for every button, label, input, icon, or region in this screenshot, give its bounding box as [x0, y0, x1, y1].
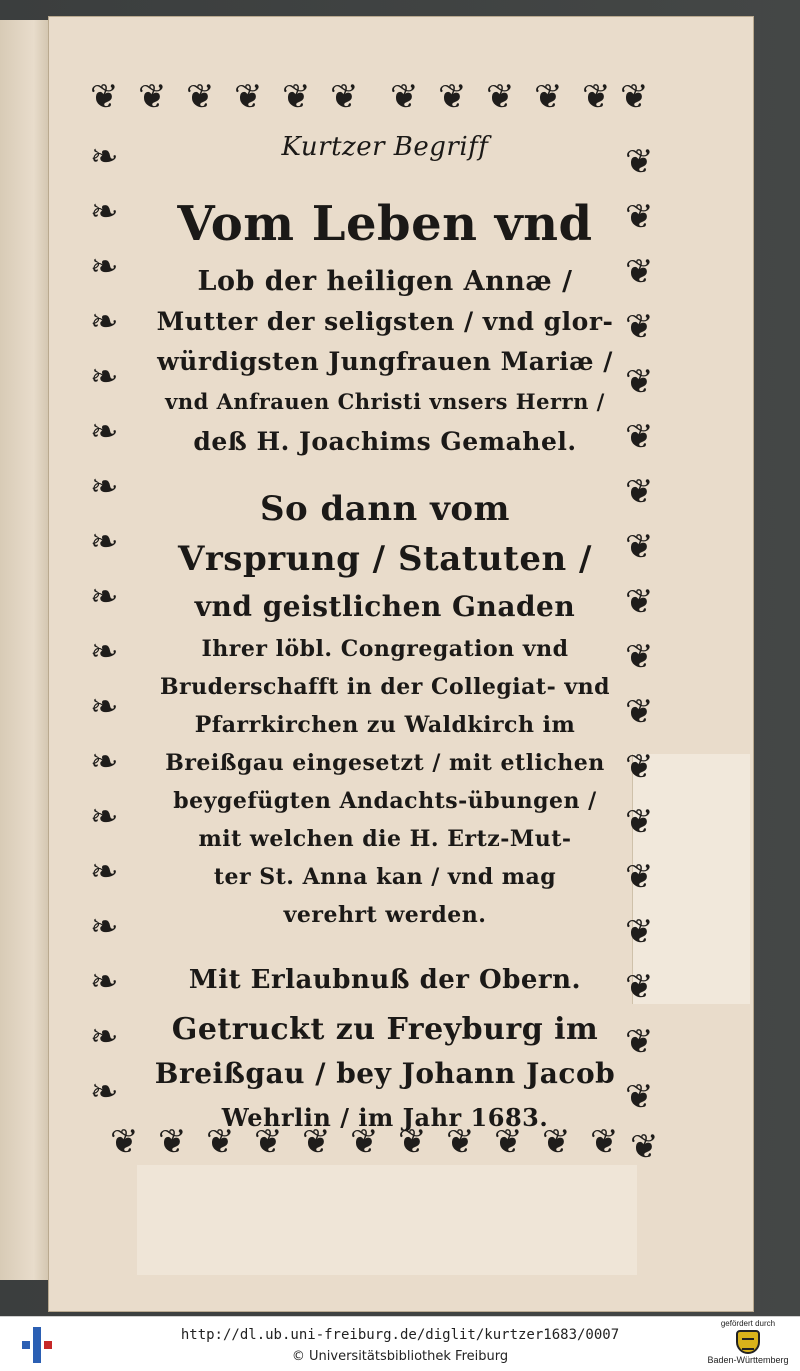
ornament-icon: ❦	[625, 472, 654, 512]
ornament-icon: ❦	[625, 692, 654, 732]
ornament-icon: ❦	[582, 77, 611, 117]
body-line: beygefügten Andachts-übungen /	[173, 788, 597, 814]
ornament-icon: ❦	[90, 77, 119, 117]
ornament-icon: ❦	[110, 1122, 139, 1162]
permalink-url[interactable]: http://dl.ub.uni-freiburg.de/diglit/kurtzer1683/0007	[180, 1327, 620, 1343]
ornament-icon: ❦	[625, 527, 654, 567]
ornament-icon: ❦	[630, 1127, 659, 1167]
ornament-icon: ❦	[625, 857, 654, 897]
ornament-icon: ❦	[234, 77, 263, 117]
ornament-icon: ❧	[90, 1017, 119, 1057]
body-line: ter St. Anna kan / vnd mag	[213, 864, 557, 890]
title-text-block	[150, 132, 620, 1140]
sponsor-caption: gefördert durch	[720, 1319, 776, 1328]
ornament-icon: ❦	[494, 1122, 523, 1162]
body-line: Pfarrkirchen zu Waldkirch im	[194, 712, 576, 738]
title-line-vrsprung: Vrsprung / Statuten /	[178, 539, 592, 579]
sponsor-badge	[700, 1319, 796, 1371]
ornament-icon: ❦	[254, 1122, 283, 1162]
ornament-icon: ❧	[90, 137, 119, 177]
ornament-icon: ❧	[90, 247, 119, 287]
title-line: Lob der heiligen Annæ /	[197, 266, 573, 297]
ornament-icon: ❦	[625, 802, 654, 842]
ornament-icon: ❧	[90, 852, 119, 892]
imprint-line: Breißgau / bey Johann Jacob	[154, 1057, 616, 1090]
ornament-icon: ❦	[625, 637, 654, 677]
ornament-icon: ❦	[625, 417, 654, 457]
permission-line: Mit Erlaubnuß der Obern.	[188, 965, 582, 995]
ornament-icon: ❧	[90, 192, 119, 232]
title-line: vnd geistlichen Gnaden	[194, 590, 576, 623]
title-line: deß H. Joachims Gemahel.	[193, 427, 577, 456]
ornament-icon: ❦	[625, 582, 654, 622]
ornament-icon: ❧	[90, 632, 119, 672]
title-line-so-dann-vom: So dann vom	[259, 489, 511, 529]
ornament-icon: ❦	[350, 1122, 379, 1162]
body-line: Ihrer löbl. Congregation vnd	[201, 636, 569, 662]
ornament-icon: ❧	[90, 907, 119, 947]
ornament-icon: ❦	[158, 1122, 187, 1162]
ornament-icon: ❦	[486, 77, 515, 117]
imprint-line: Getruckt zu Freyburg im	[171, 1012, 599, 1047]
ornament-icon: ❦	[620, 77, 649, 117]
sponsor-name: Baden-Württemberg	[707, 1355, 789, 1365]
ornament-icon: ❦	[138, 77, 167, 117]
ornament-icon: ❦	[625, 252, 654, 292]
ornament-icon: ❦	[590, 1122, 619, 1162]
title-line-vom-leben: Vom Leben vnd	[177, 196, 593, 252]
ornament-icon: ❧	[90, 742, 119, 782]
viewer-footer	[0, 1316, 800, 1371]
ornament-icon: ❧	[90, 797, 119, 837]
ornament-icon: ❦	[625, 362, 654, 402]
ornament-icon: ❧	[90, 962, 119, 1002]
ornament-icon: ❦	[398, 1122, 427, 1162]
ornament-icon: ❦	[625, 307, 654, 347]
ornament-icon: ❧	[90, 357, 119, 397]
ornament-icon: ❦	[625, 1077, 654, 1117]
ornament-icon: ❧	[90, 687, 119, 727]
ornament-icon: ❦	[446, 1122, 475, 1162]
ornament-icon: ❧	[90, 1072, 119, 1112]
ornament-icon: ❦	[625, 967, 654, 1007]
ornament-icon: ❦	[330, 77, 359, 117]
ornament-icon: ❦	[390, 77, 419, 117]
body-line: Breißgau eingesetzt / mit etlichen	[165, 750, 605, 776]
copyright-notice: © Universitätsbibliothek Freiburg	[291, 1349, 509, 1364]
title-line-kurtzer-begriff: Kurtzer Begriff	[281, 132, 489, 162]
body-line: Bruderschafft in der Collegiat- vnd	[159, 674, 611, 700]
title-line: würdigsten Jungfrauen Mariæ /	[157, 347, 613, 376]
ornament-icon: ❧	[90, 522, 119, 562]
ornament-icon: ❦	[282, 77, 311, 117]
ornament-icon: ❦	[302, 1122, 331, 1162]
body-line: verehrt werden.	[283, 902, 487, 928]
title-line: vnd Anfrauen Christi vnsers Herrn /	[165, 389, 605, 414]
ornament-icon: ❦	[625, 197, 654, 237]
ornament-icon: ❦	[625, 747, 654, 787]
ornament-icon: ❧	[90, 412, 119, 452]
ornament-icon: ❧	[90, 577, 119, 617]
baden-wuerttemberg-crest-icon	[736, 1330, 760, 1354]
ornament-icon: ❦	[438, 77, 467, 117]
ornament-icon: ❧	[90, 302, 119, 342]
ornament-icon: ❦	[625, 912, 654, 952]
ornament-icon: ❦	[206, 1122, 235, 1162]
imprint-line-date: Wehrlin / im Jahr 1683.	[221, 1103, 549, 1132]
ornament-icon: ❦	[534, 77, 563, 117]
ornament-icon: ❦	[625, 1022, 654, 1062]
ornament-icon: ❧	[90, 467, 119, 507]
paper-repair-bottom	[137, 1165, 637, 1275]
ornament-icon: ❦	[542, 1122, 571, 1162]
body-line: mit welchen die H. Ertz-Mut-	[198, 826, 572, 852]
ornament-icon: ❦	[625, 142, 654, 182]
title-line: Mutter der seligsten / vnd glor-	[156, 307, 614, 336]
ornament-icon: ❦	[186, 77, 215, 117]
